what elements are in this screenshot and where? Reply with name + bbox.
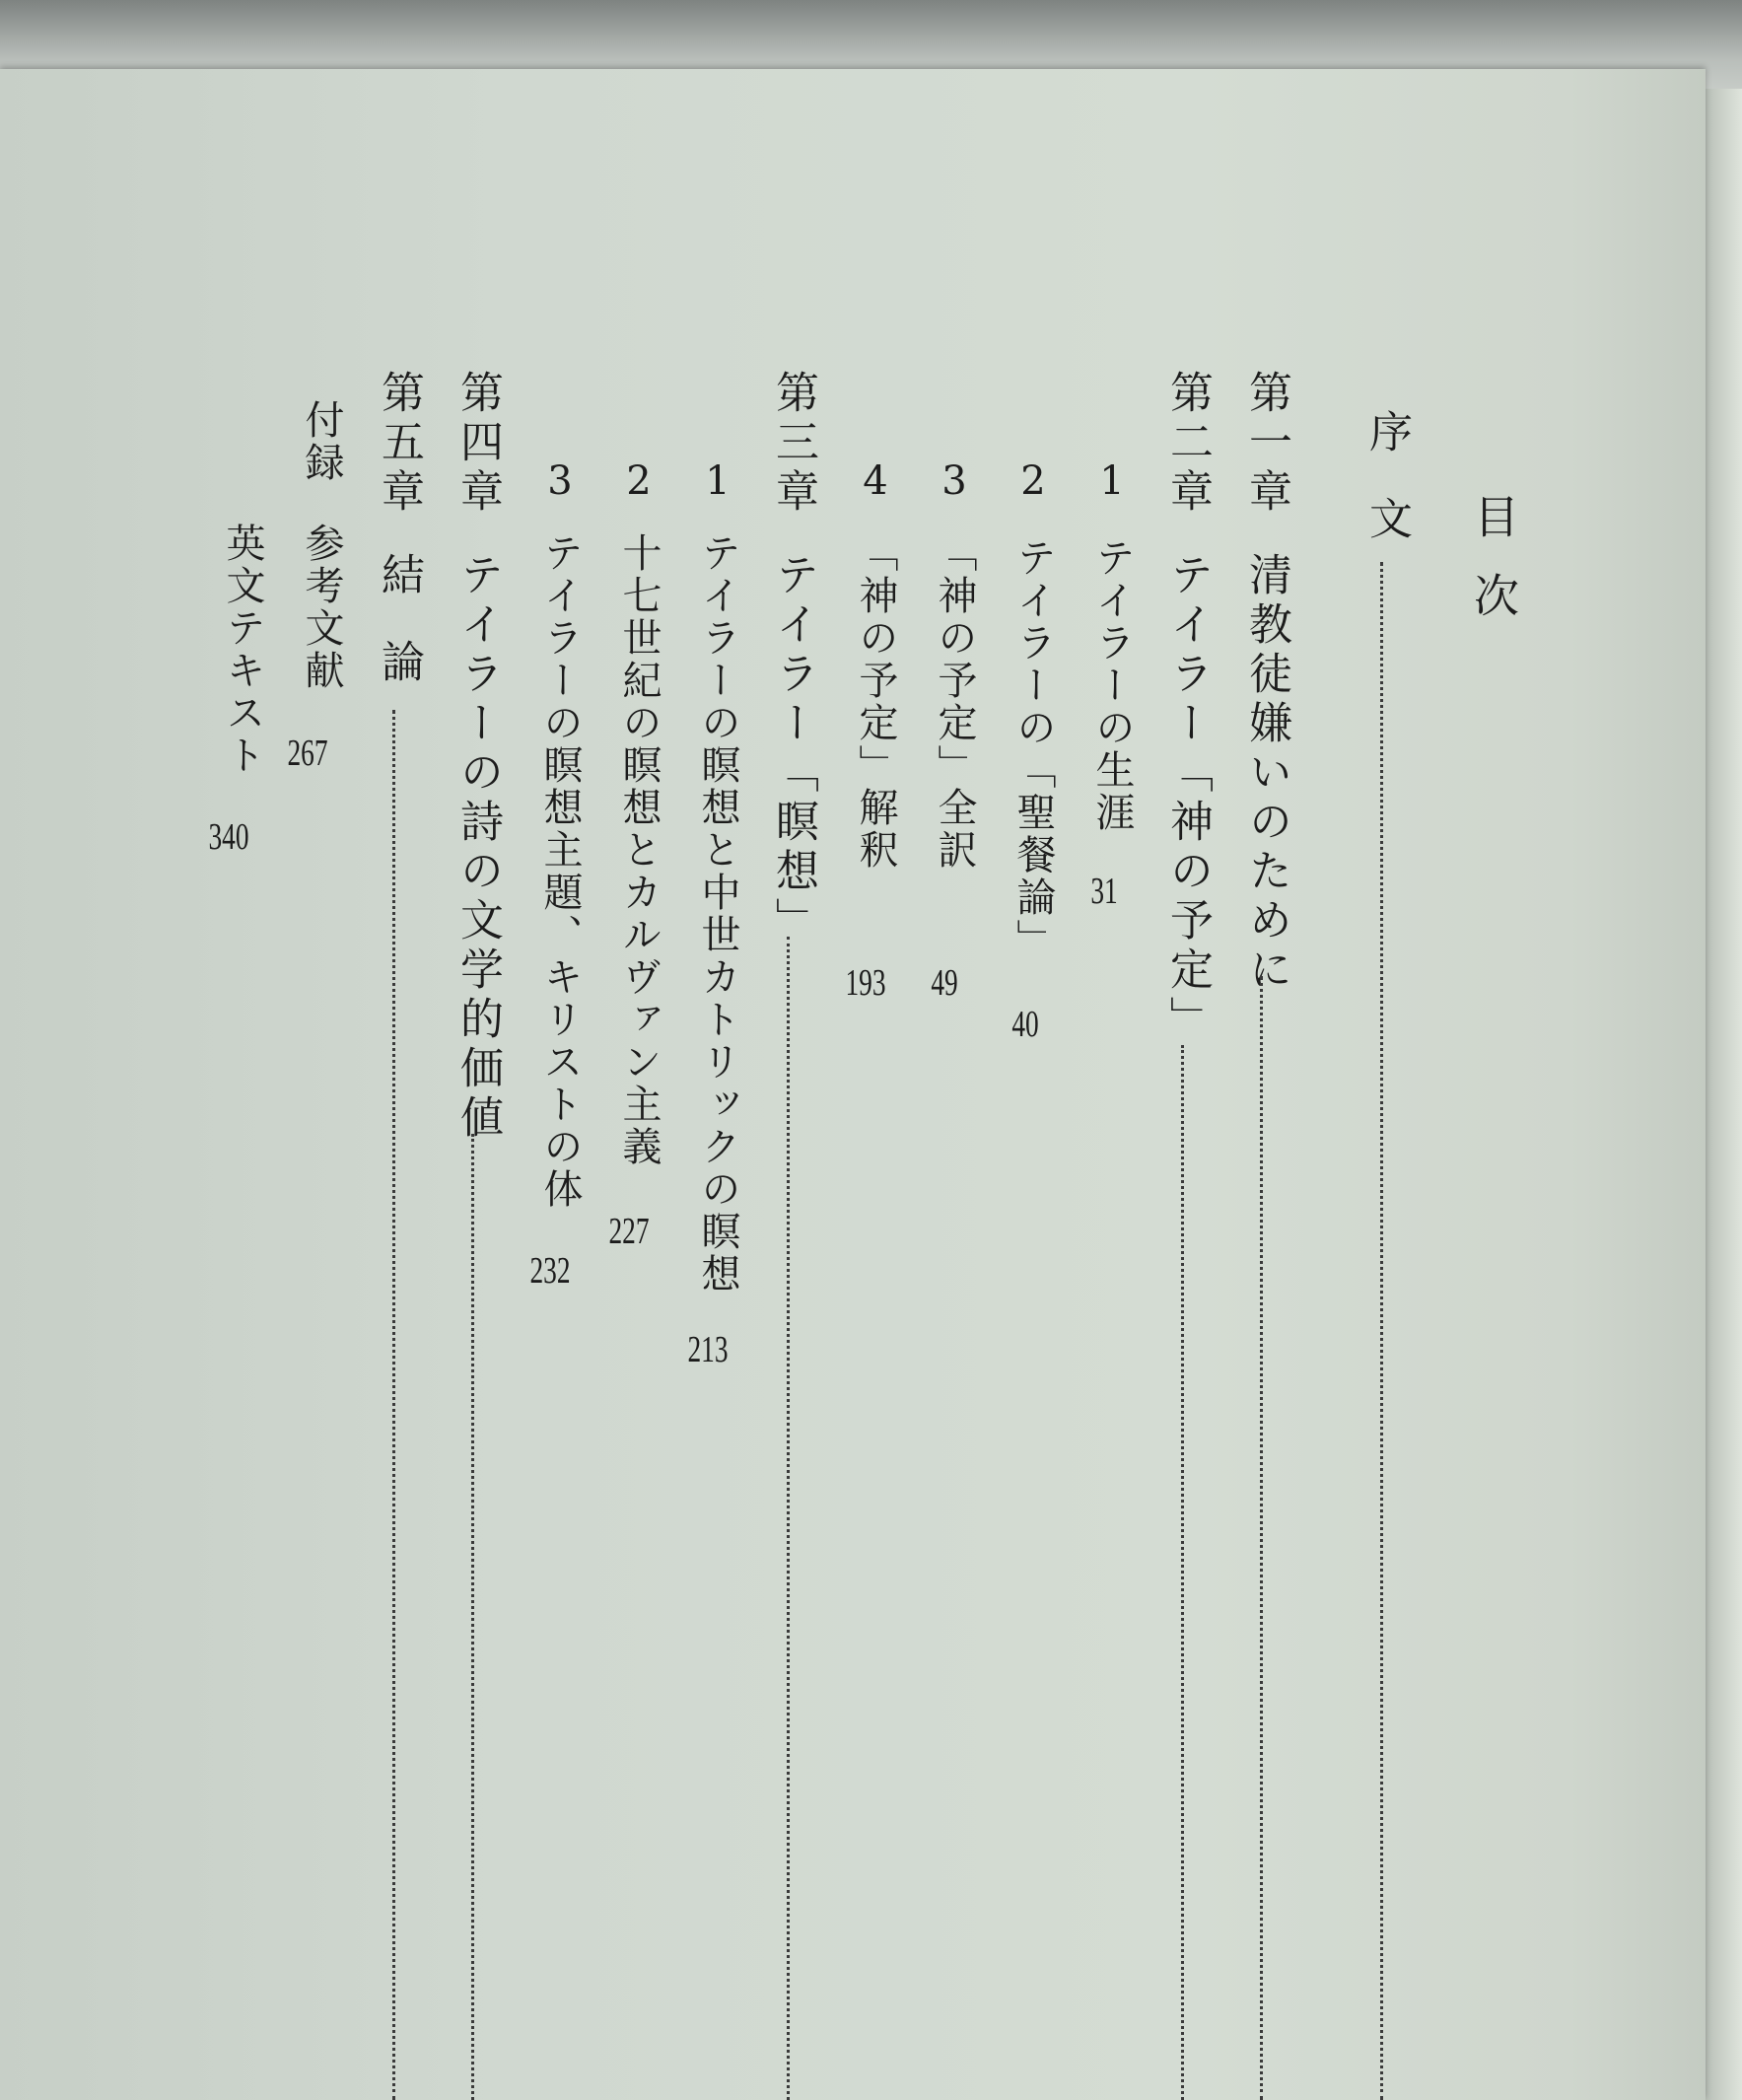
ch3-section-1-title: テイラーの瞑想と中世カトリックの瞑想 xyxy=(695,532,740,1295)
ch2-section-1-page: 31 xyxy=(1090,871,1118,912)
appendix-item-1-title: 参考文献 xyxy=(299,523,344,692)
ch2-section-1-title: テイラーの生涯 xyxy=(1089,537,1135,834)
chapter-2-title: テイラー「神の予定」 xyxy=(1162,552,1213,1045)
ch2-section-2-page: 40 xyxy=(1011,1004,1039,1045)
chapter-4-leader xyxy=(471,1134,474,2100)
ch3-section-1-page: 213 xyxy=(687,1329,729,1370)
ch2-section-3-title: 「神の予定」全訳 xyxy=(932,532,977,872)
preface-leader xyxy=(1380,562,1383,2100)
chapter-5-leader xyxy=(392,710,395,2100)
ch3-section-2-num: 2 xyxy=(616,458,662,507)
ch2-section-3-page: 49 xyxy=(931,962,958,1004)
chapter-1-heading: 第一章 xyxy=(1241,370,1291,518)
ch2-section-4-page: 193 xyxy=(845,962,886,1004)
ch2-section-4-title: 「神の予定」解釈 xyxy=(853,532,898,872)
chapter-3-leader xyxy=(787,937,790,2100)
chapter-4-title: テイラーの詩の文学的価値 xyxy=(453,552,503,1144)
ch2-section-2-num: 2 xyxy=(1010,458,1056,507)
page-title: 目次 xyxy=(1467,493,1520,651)
chapter-1-title: 清教徒嫌いのために xyxy=(1241,552,1291,996)
chapter-4-heading: 第四章 xyxy=(453,370,503,518)
appendix-label: 付録 xyxy=(299,399,344,484)
ch3-section-3-num: 3 xyxy=(537,458,583,507)
ch3-section-2-title: 十七世紀の瞑想とカルヴァン主義 xyxy=(616,532,662,1168)
ch3-section-3-page: 232 xyxy=(529,1250,571,1292)
chapter-3-title: テイラー「瞑想」 xyxy=(768,552,818,946)
ch2-section-4-num: 4 xyxy=(853,458,898,507)
ch3-section-3-title: テイラーの瞑想主題、キリストの体 xyxy=(537,532,583,1211)
chapter-1-leader xyxy=(1260,976,1263,2100)
ch2-section-1-num: 1 xyxy=(1089,458,1135,507)
appendix-item-2-title: 英文テキスト xyxy=(220,523,265,777)
appendix-item-2-page: 340 xyxy=(208,816,249,858)
book-page xyxy=(0,69,1706,2100)
chapter-2-heading: 第二章 xyxy=(1162,370,1213,518)
chapter-5-heading: 第五章 xyxy=(374,370,424,518)
ch2-section-2-title: テイラーの「聖餐論」 xyxy=(1010,537,1056,961)
chapter-5-title: 結論 xyxy=(374,552,424,726)
preface-label: 序文 xyxy=(1361,409,1412,583)
ch3-section-2-page: 227 xyxy=(608,1211,650,1252)
chapter-3-heading: 第三章 xyxy=(768,370,818,518)
ch3-section-1-num: 1 xyxy=(695,458,740,507)
chapter-2-leader xyxy=(1181,1045,1184,2100)
appendix-item-1-page: 267 xyxy=(287,733,328,774)
ch2-section-3-num: 3 xyxy=(932,458,977,507)
page-edge xyxy=(1706,89,1742,2100)
